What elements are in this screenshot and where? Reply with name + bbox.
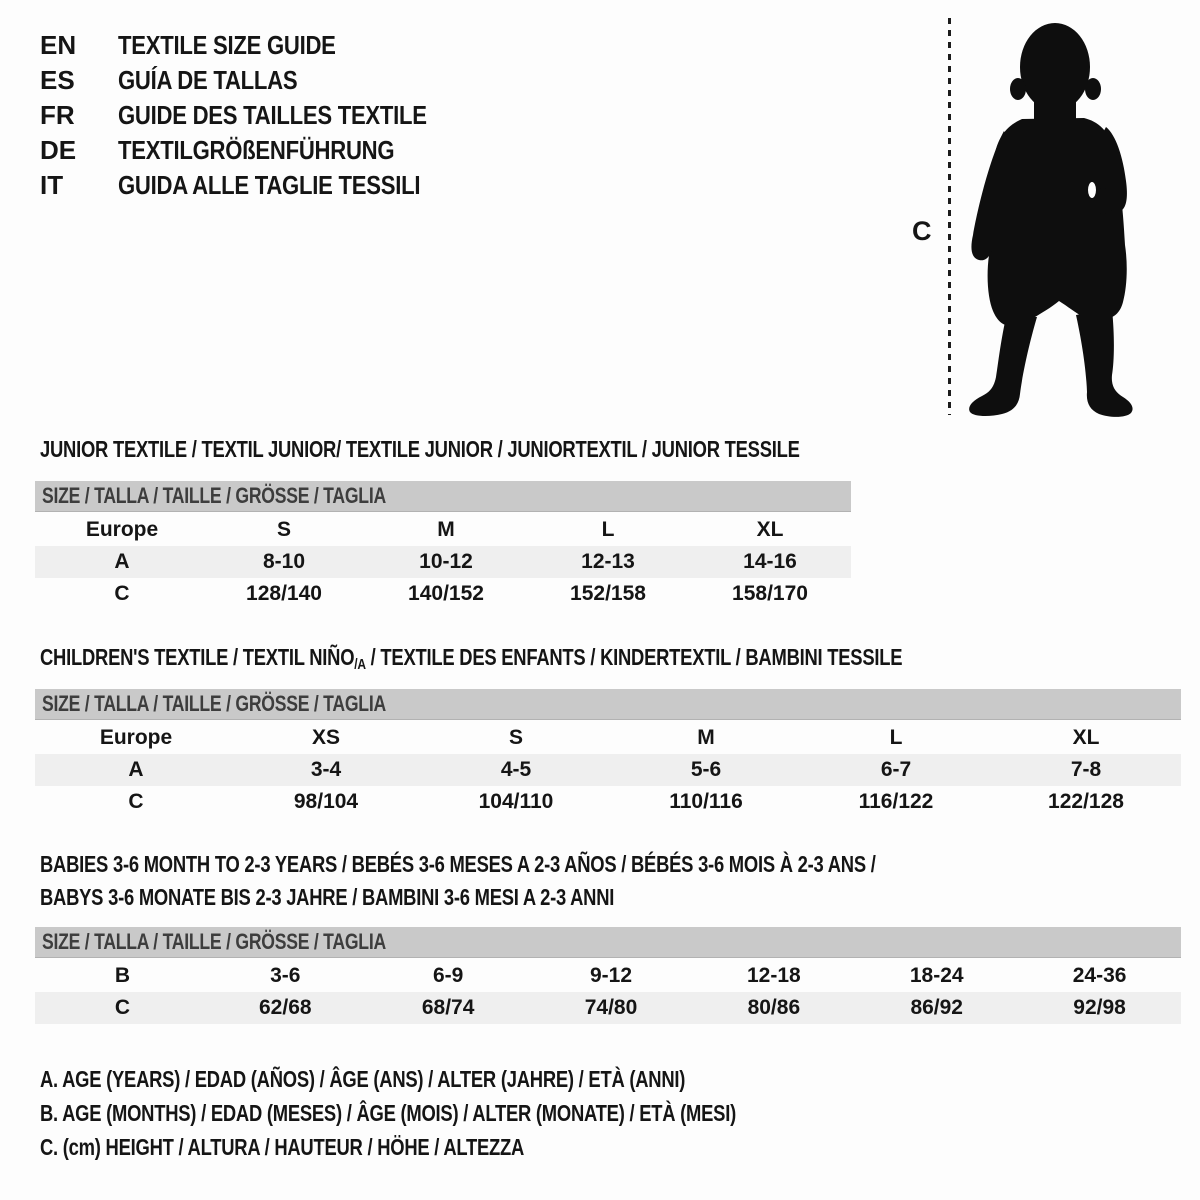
toddler-silhouette-icon	[962, 15, 1142, 420]
table-row-height	[35, 786, 1181, 818]
size-cell: 62/68	[259, 996, 312, 1019]
size-cell: S	[508, 726, 523, 749]
height-measure-line	[948, 18, 951, 415]
footnote-line-c	[40, 1130, 910, 1164]
language-row-fr	[40, 98, 481, 133]
size-header-text: SIZE / TALLA / TAILLE / GRÖSSE / TAGLIA	[42, 929, 386, 954]
size-header-text: SIZE / TALLA / TAILLE / GRÖSSE / TAGLIA	[42, 691, 386, 716]
footnote-line-a	[40, 1062, 910, 1096]
row-label: Europe	[99, 726, 173, 749]
footnote-text: A. AGE (YEARS) / EDAD (AÑOS) / ÂGE (ANS) / ALTER (JAHRE) / ETÀ (ANNI)	[40, 1066, 686, 1092]
size-cell: 6-7	[880, 758, 912, 781]
size-cell: 80/86	[747, 996, 801, 1019]
size-cell: 122/128	[1048, 790, 1124, 813]
row-label: C	[128, 790, 144, 813]
language-title-block	[40, 28, 481, 203]
size-cell: 3-4	[310, 758, 342, 781]
size-cell: S	[276, 518, 291, 541]
row-label: B	[114, 964, 131, 987]
size-cell: 98/104	[293, 790, 359, 813]
size-header-bar	[35, 481, 851, 512]
size-cell: 24-36	[1072, 964, 1127, 987]
section-title-post: / TEXTILE DES ENFANTS / KINDERTEXTIL / BAMBINI TESSILE	[365, 644, 903, 670]
footnotes	[40, 1062, 910, 1164]
size-cell: 110/116	[669, 790, 743, 813]
table-row-age	[35, 754, 1181, 786]
row-label: A	[128, 758, 144, 781]
section-title-sub: /A	[354, 656, 366, 673]
junior-size-table	[35, 481, 851, 610]
size-cell: 86/92	[910, 996, 963, 1019]
size-cell: 128/140	[246, 582, 322, 605]
size-cell: 68/74	[421, 996, 475, 1019]
row-label: Europe	[85, 518, 159, 541]
language-row-es	[40, 63, 481, 98]
language-row-it	[40, 168, 481, 203]
size-cell: 12-18	[747, 964, 801, 987]
footnote-text: B. AGE (MONTHS) / EDAD (MESES) / ÂGE (MOIS) / ALTER (MONATE) / ETÀ (MESI)	[40, 1100, 736, 1126]
size-cell: 92/98	[1073, 996, 1126, 1019]
size-header-bar	[35, 927, 1181, 958]
language-code: IT	[40, 170, 64, 200]
table-row-age	[35, 546, 851, 578]
size-cell: L	[889, 726, 903, 749]
language-code: FR	[40, 100, 75, 130]
size-cell: 152/158	[570, 582, 646, 605]
babies-size-table	[35, 927, 1181, 1024]
size-cell: XL	[756, 518, 784, 541]
size-cell: XS	[311, 726, 340, 749]
language-row-en	[40, 28, 481, 63]
footnote-line-b	[40, 1096, 910, 1130]
size-header-text: SIZE / TALLA / TAILLE / GRÖSSE / TAGLIA	[42, 483, 386, 508]
size-cell: 140/152	[408, 582, 484, 605]
size-cell: 9-12	[589, 964, 633, 987]
language-row-de	[40, 133, 481, 168]
height-measure-label: C	[912, 216, 932, 246]
table-row-months	[35, 960, 1181, 992]
size-cell: 74/80	[584, 996, 638, 1019]
size-header-bar	[35, 689, 1181, 720]
size-cell: 14-16	[743, 550, 797, 573]
section-title-junior	[40, 436, 990, 463]
children-size-table	[35, 689, 1181, 818]
row-label: A	[114, 550, 130, 573]
table-row-europe	[35, 514, 851, 546]
size-cell: XL	[1072, 726, 1100, 749]
size-cell: 7-8	[1070, 758, 1102, 781]
table-row-height	[35, 992, 1181, 1024]
table-row-europe	[35, 722, 1181, 754]
size-cell: L	[601, 518, 615, 541]
size-cell: M	[697, 726, 715, 749]
size-cell: 158/170	[732, 582, 808, 605]
section-title-pre: CHILDREN'S TEXTILE / TEXTIL NIÑO	[40, 644, 355, 670]
size-cell: 4-5	[500, 758, 532, 781]
section-title-line2: BABYS 3-6 MONATE BIS 2-3 JAHRE / BAMBINI 3-6 MESI A 2-3 ANNI	[40, 884, 615, 910]
size-cell: 116/122	[858, 790, 934, 813]
row-label: C	[114, 996, 131, 1019]
table-row-height	[35, 578, 851, 610]
language-title: TEXTILE SIZE GUIDE	[118, 30, 336, 60]
language-title: GUIDA ALLE TAGLIE TESSILI	[118, 170, 421, 200]
language-title: TEXTILGRÖßENFÜHRUNG	[118, 135, 395, 165]
language-code: EN	[40, 30, 77, 60]
size-cell: 3-6	[270, 964, 301, 987]
language-code: DE	[40, 135, 77, 165]
section-title-children	[40, 644, 1118, 673]
language-code: ES	[40, 65, 75, 95]
section-title-babies	[40, 848, 1085, 914]
size-cell: M	[437, 518, 455, 541]
section-title-text: JUNIOR TEXTILE / TEXTIL JUNIOR/ TEXTILE JUNIOR / JUNIORTEXTIL / JUNIOR TESSILE	[40, 436, 800, 462]
size-cell: 8-10	[262, 550, 306, 573]
footnote-text: C. (cm) HEIGHT / ALTURA / HAUTEUR / HÖHE / ALTEZZA	[40, 1134, 525, 1160]
size-cell: 12-13	[581, 550, 635, 573]
size-cell: 5-6	[690, 758, 722, 781]
size-cell: 104/110	[478, 790, 554, 813]
language-title: GUÍA DE TALLAS	[118, 65, 298, 95]
section-title-line1: BABIES 3-6 MONTH TO 2-3 YEARS / BEBÉS 3-6 MESES A 2-3 AÑOS / BÉBÉS 3-6 MOIS À 2-3 ANS /	[40, 851, 876, 877]
size-cell: 18-24	[909, 964, 964, 987]
row-label: C	[114, 582, 130, 605]
section-title-text	[40, 644, 902, 673]
size-cell: 6-9	[432, 964, 464, 987]
language-title: GUIDE DES TAILLES TEXTILE	[118, 100, 427, 130]
size-cell: 10-12	[419, 550, 473, 573]
